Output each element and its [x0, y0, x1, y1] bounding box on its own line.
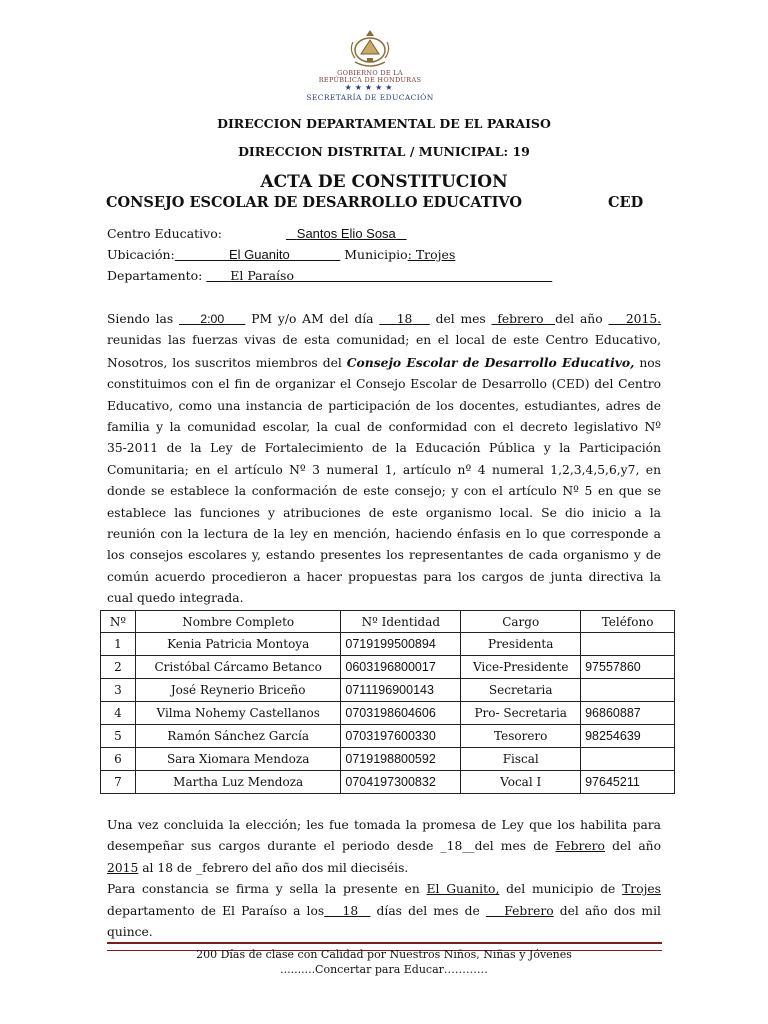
municipio-label: Municipio [344, 247, 408, 262]
table-row [101, 679, 675, 702]
para-line-1: Siendo las 2:00 PM y/o AM del día 18 del mes febrero del año 2015. [107, 312, 662, 326]
para-line-9: donde se establece la conformación de este consejo; y con el artículo Nº 5 en que se [107, 484, 661, 499]
header-cargo: Cargo [461, 611, 581, 633]
table-row [101, 771, 675, 794]
cell-telefono: 97645211 [581, 771, 675, 794]
cell-cargo: Fiscal [461, 748, 581, 771]
ubicacion-label: Ubicación: [107, 247, 175, 262]
direccion-departamental: DIRECCION DEPARTAMENTAL DE EL PARAISO [217, 116, 551, 131]
government-seal [300, 28, 440, 110]
seal-secretaria: SECRETARÍA DE EDUCACIÓN [306, 93, 434, 102]
cell-cargo: Tesorero [461, 725, 581, 748]
ubicacion-field [107, 247, 455, 262]
closing-line-4: Para constancia se firma y sella la presente en El Guanito, del municipio de Trojes [107, 882, 661, 897]
cell-telefono: 96860887 [581, 702, 675, 725]
cell-nombre: José Reynerio Briceño [135, 679, 340, 702]
para-line-14: cual quedo integrada. [107, 591, 244, 606]
para-line-4: constituimos con el fin de organizar el Consejo Escolar de Desarrollo (CED) del Centro [107, 377, 661, 392]
centro-label: Centro Educativo: [107, 226, 222, 241]
header-nombre: Nombre Completo [135, 611, 340, 633]
cell-num: 7 [101, 771, 136, 794]
departamento-value: El Paraíso [230, 268, 294, 283]
cell-identidad: 0703198604606 [341, 702, 461, 725]
main-paragraph [107, 309, 661, 610]
members-table [100, 610, 675, 794]
cell-nombre: Martha Luz Mendoza [135, 771, 340, 794]
cell-identidad: 0703197600330 [341, 725, 461, 748]
seal-text-line1: GOBIERNO DE LA [337, 69, 403, 77]
cell-cargo: Presidenta [461, 633, 581, 656]
cell-nombre: Kenia Patricia Montoya [135, 633, 340, 656]
document-title: ACTA DE CONSTITUCION [260, 172, 508, 192]
table-row [101, 748, 675, 771]
cell-telefono [581, 748, 675, 771]
cell-nombre: Vilma Nohemy Castellanos [135, 702, 340, 725]
centro-educativo-field [107, 226, 407, 241]
cell-identidad: 0603196800017 [341, 656, 461, 679]
cell-telefono [581, 679, 675, 702]
cell-cargo: Secretaria [461, 679, 581, 702]
header-num: Nº [101, 611, 136, 633]
cell-identidad: 0704197300832 [341, 771, 461, 794]
cell-cargo: Vice-Presidente [461, 656, 581, 679]
cell-nombre: Sara Xiomara Mendoza [135, 748, 340, 771]
table-row [101, 702, 675, 725]
direccion-distrital: DIRECCION DISTRITAL / MUNICIPAL: 19 [238, 144, 530, 159]
closing-line-3: 2015 al 18 de _febrero del año dos mil dieciséis. [107, 860, 409, 875]
cell-identidad: 0719198800592 [341, 748, 461, 771]
cell-identidad: 0719199500894 [341, 633, 461, 656]
centro-value: Santos Elio Sosa [296, 226, 396, 241]
cell-telefono: 97557860 [581, 656, 675, 679]
para-line-5: Educativo, como una instancia de participación de los docentes, estudiantes, adres de [107, 398, 661, 413]
table-row [101, 633, 675, 656]
municipio-value: : Trojes [407, 247, 456, 262]
cell-nombre: Cristóbal Cárcamo Betanco [135, 656, 340, 679]
cell-identidad: 0711196900143 [341, 679, 461, 702]
cell-num: 1 [101, 633, 136, 656]
seal-stars: ★★★★★ [344, 83, 396, 92]
departamento-label: Departamento: [107, 268, 203, 283]
closing-paragraph [107, 815, 661, 943]
cell-num: 6 [101, 748, 136, 771]
cell-num: 3 [101, 679, 136, 702]
closing-line-2: desempeñar sus cargos durante el periodo desde _18__del mes de Febrero del año [107, 839, 661, 854]
para-line-3: Nosotros, los suscritos miembros del Consejo Escolar de Desarrollo Educativo, nos [107, 354, 661, 370]
cell-num: 5 [101, 725, 136, 748]
cell-cargo: Pro- Secretaria [461, 702, 581, 725]
closing-line-6: quince. [107, 925, 153, 940]
seal-text-line2: REPÚBLICA DE HONDURAS [318, 76, 422, 84]
footer-line-2: ..........Concertar para Educar………… [280, 963, 488, 976]
para-line-11: reunión con la lectura de la ley en mención, haciendo énfasis en lo que corresponde a [107, 527, 661, 542]
para-line-13: común acuerdo procedieron a hacer propuestas para los cargos de junta directiva la [107, 569, 661, 584]
subtitle-abbr: CED [608, 194, 644, 211]
coat-of-arms-icon [347, 28, 393, 70]
table-header-row [101, 611, 675, 633]
departamento-field [107, 268, 552, 283]
para-line-7: 35-2011 de la Ley de Fortalecimiento de la Educación Pública y la Participación [107, 441, 661, 456]
table-row [101, 656, 675, 679]
para-line-12: los consejos escolares y, estando presentes los representantes de cada organismo y de [107, 548, 661, 563]
ubicacion-value: El Guanito [228, 247, 290, 262]
subtitle-text: CONSEJO ESCOLAR DE DESARROLLO EDUCATIVO [106, 194, 523, 211]
table-row [101, 725, 675, 748]
closing-line-5: departamento de El Paraíso a los 18 días del mes de Febrero del año dos mil [107, 903, 661, 918]
para-line-8: Comunitaria; en el artículo Nº 3 numeral 1, artículo nº 4 numeral 1,2,3,4,5,6,y7, en [107, 462, 661, 477]
para-line-10: establece las funciones y atribuciones de este organismo local. Se dio inicio a la [107, 505, 661, 520]
cell-num: 4 [101, 702, 136, 725]
para-line-6: familia y la comunidad escolar, la cual de conformidad con el decreto legislativo Nº [107, 420, 661, 435]
header-telefono: Teléfono [581, 611, 675, 633]
cell-telefono [581, 633, 675, 656]
cell-telefono: 98254639 [581, 725, 675, 748]
para-line-2: reunidas las fuerzas vivas de esta comunidad; en el local de este Centro Educativo, [107, 333, 661, 348]
cell-cargo: Vocal I [461, 771, 581, 794]
header-identidad: Nº Identidad [341, 611, 461, 633]
cell-nombre: Ramón Sánchez García [135, 725, 340, 748]
footer-line-1: 200 Días de clase con Calidad por Nuestros Niños, Niñas y Jóvenes [196, 948, 572, 961]
closing-line-1: Una vez concluida la elección; les fue tomada la promesa de Ley que los habilita para [107, 818, 661, 832]
cell-num: 2 [101, 656, 136, 679]
document-subtitle [106, 194, 666, 211]
